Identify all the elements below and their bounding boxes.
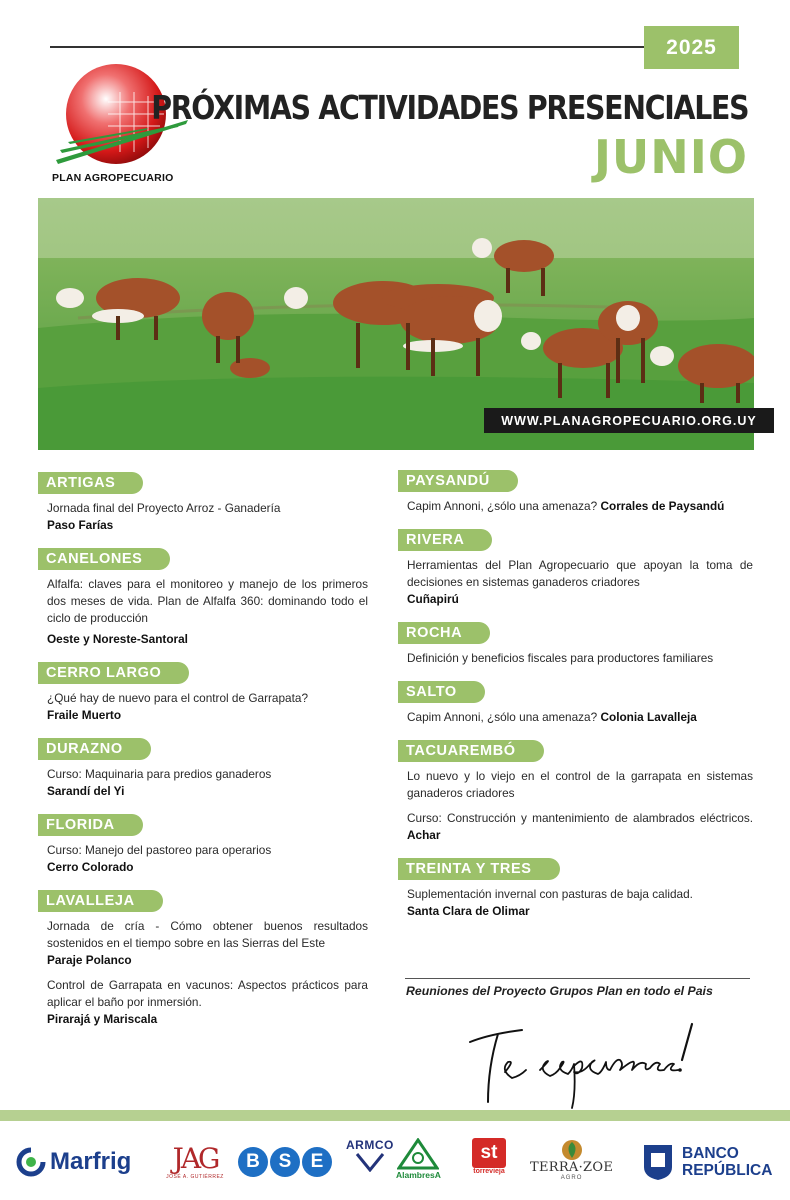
sponsor-alambresa (396, 1138, 441, 1186)
activity-text: Jornada final del Proyecto Arroz - Ganadería (47, 501, 281, 515)
activity-place: Paso Farías (47, 518, 114, 532)
region-tacuarembo (398, 740, 753, 844)
activity (38, 500, 368, 534)
region-tag: PAYSANDÚ (398, 470, 518, 492)
activity (398, 709, 753, 726)
activity-text: Curso: Construcción y mantenimiento de alambrados eléctricos. (407, 811, 753, 825)
website-url[interactable]: WWW.PLANAGROPECUARIO.ORG.UY (484, 408, 774, 433)
activity-text: Lo nuevo y lo viejo en el control de la garrapata en sistemas ganaderos criadores (407, 769, 753, 800)
region-artigas (38, 472, 368, 534)
activity-place: Cuñapirú (407, 592, 459, 606)
activity-text: Jornada de cría - Cómo obtener buenos resultados sostenidos en el tiempo sobre en las Sierras del Este (47, 919, 368, 950)
activity (398, 650, 753, 667)
region-tag: CANELONES (38, 548, 170, 570)
sponsor-marfrig (16, 1138, 131, 1186)
footer-bar (0, 1110, 790, 1121)
region-tag: ROCHA (398, 622, 490, 644)
activity-text: Definición y beneficios fiscales para productores familiares (407, 651, 714, 665)
region-rivera (398, 529, 753, 608)
region-lavalleja (38, 890, 368, 1028)
brou-shield-icon (640, 1143, 676, 1181)
region-salto (398, 681, 753, 726)
grupos-divider (405, 978, 750, 979)
alambresa-triangle-icon (397, 1138, 439, 1170)
torrevieja-mark: st (472, 1138, 506, 1168)
month-title: JUNIO (593, 130, 748, 184)
activity-text: Capim Annoni, ¿sólo una amenaza? (407, 499, 598, 513)
activity (398, 498, 753, 515)
marfrig-name: Marfrig (50, 1148, 132, 1175)
region-tag: CERRO LARGO (38, 662, 189, 684)
activity (38, 690, 368, 724)
sponsor-terra-zoe (530, 1138, 613, 1186)
activity-place: Corrales de Paysandú (600, 499, 725, 513)
region-florida (38, 814, 368, 876)
region-tag: SALTO (398, 681, 485, 703)
activity (398, 557, 753, 608)
terra-zoe-name: TERRA·ZOE (530, 1160, 614, 1175)
activity (38, 918, 368, 969)
activity-place: Cerro Colorado (47, 860, 134, 874)
activity-text: Suplementación invernal con pasturas de baja calidad. (407, 887, 693, 901)
activity-text: Alfalfa: claves para el monitoreo y manejo de los primeros dos meses de vida. Plan de Alfalfa 360: dominando todo el ciclo de producción (47, 577, 368, 625)
activity-place: Colonia Lavalleja (600, 710, 697, 724)
region-tag: FLORIDA (38, 814, 143, 836)
terra-zoe-agro: AGRO (560, 1175, 583, 1181)
sponsor-bse (238, 1138, 332, 1186)
region-tag: TREINTA Y TRES (398, 858, 560, 880)
activity-place: Fraile Muerto (47, 708, 122, 722)
activity-place: Santa Clara de Olimar (407, 904, 530, 918)
activity-place: Pirarajá y Mariscala (47, 1012, 158, 1026)
marfrig-icon (16, 1147, 46, 1177)
region-tag: ARTIGAS (38, 472, 143, 494)
brou-line1: BANCO (682, 1145, 739, 1162)
alambresa-name: AlambresA (396, 1170, 441, 1180)
sponsor-armco (346, 1138, 394, 1186)
activity-text: Curso: Manejo del pastoreo para operarios (47, 843, 272, 857)
activity-text: Curso: Maquinaria para predios ganaderos (47, 767, 272, 781)
signature-te-esperamos (460, 1012, 710, 1112)
sponsor-banco-republica (640, 1138, 772, 1186)
activity-place: Sarandí del Yi (47, 784, 125, 798)
brou-line2: REPÚBLICA (682, 1162, 773, 1179)
header-rule (50, 46, 650, 48)
bse-letter: S (270, 1147, 300, 1177)
torrevieja-name: torrevieja (473, 1168, 505, 1175)
activity (38, 977, 368, 1028)
activity (398, 768, 753, 802)
region-tag: RIVERA (398, 529, 492, 551)
regions-right-column (398, 470, 753, 934)
region-tag: LAVALLEJA (38, 890, 163, 912)
region-paysandu (398, 470, 753, 515)
page-title: PRÓXIMAS ACTIVIDADES PRESENCIALES (150, 88, 748, 127)
region-canelones (38, 548, 368, 648)
region-cerro-largo (38, 662, 368, 724)
jag-name: JOSÉ A. GUTIÉRREZ (166, 1174, 224, 1180)
sponsor-jose-gutierrez (165, 1138, 225, 1186)
activity (38, 576, 368, 648)
sponsor-torrevieja (472, 1138, 506, 1186)
regions-left-column (38, 472, 368, 1042)
activity-text: Control de Garrapata en vacunos: Aspectos prácticos para aplicar el baño por inmersión. (47, 978, 368, 1009)
bse-letter: B (238, 1147, 268, 1177)
activity-text: ¿Qué hay de nuevo para el control de Garrapata? (47, 691, 309, 705)
armco-name: ARMCO (346, 1138, 394, 1152)
activity-text: Herramientas del Plan Agropecuario que apoyan la toma de decisiones en sistemas ganaderos criadores (407, 558, 753, 589)
logo-text: PLAN AGROPECUARIO (52, 172, 174, 184)
bse-letter: E (302, 1147, 332, 1177)
region-durazno (38, 738, 368, 800)
activity-place: Achar (407, 828, 441, 842)
activity (38, 766, 368, 800)
activity (398, 810, 753, 844)
jag-monogram: JAG (172, 1142, 218, 1175)
terra-zoe-leaf-icon (559, 1138, 585, 1160)
activity (38, 842, 368, 876)
grupos-note: Reuniones del Proyecto Grupos Plan en todo el Pais (406, 984, 713, 998)
armco-v-icon (355, 1152, 385, 1172)
region-rocha (398, 622, 753, 667)
region-tag: TACUAREMBÓ (398, 740, 544, 762)
activity-place: Paraje Polanco (47, 953, 132, 967)
activity (398, 886, 753, 920)
region-tag: DURAZNO (38, 738, 151, 760)
region-treinta-y-tres (398, 858, 753, 920)
year-badge: 2025 (644, 26, 739, 69)
activity-text: Capim Annoni, ¿sólo una amenaza? (407, 710, 598, 724)
activity-place: Oeste y Noreste-Santoral (47, 632, 188, 646)
